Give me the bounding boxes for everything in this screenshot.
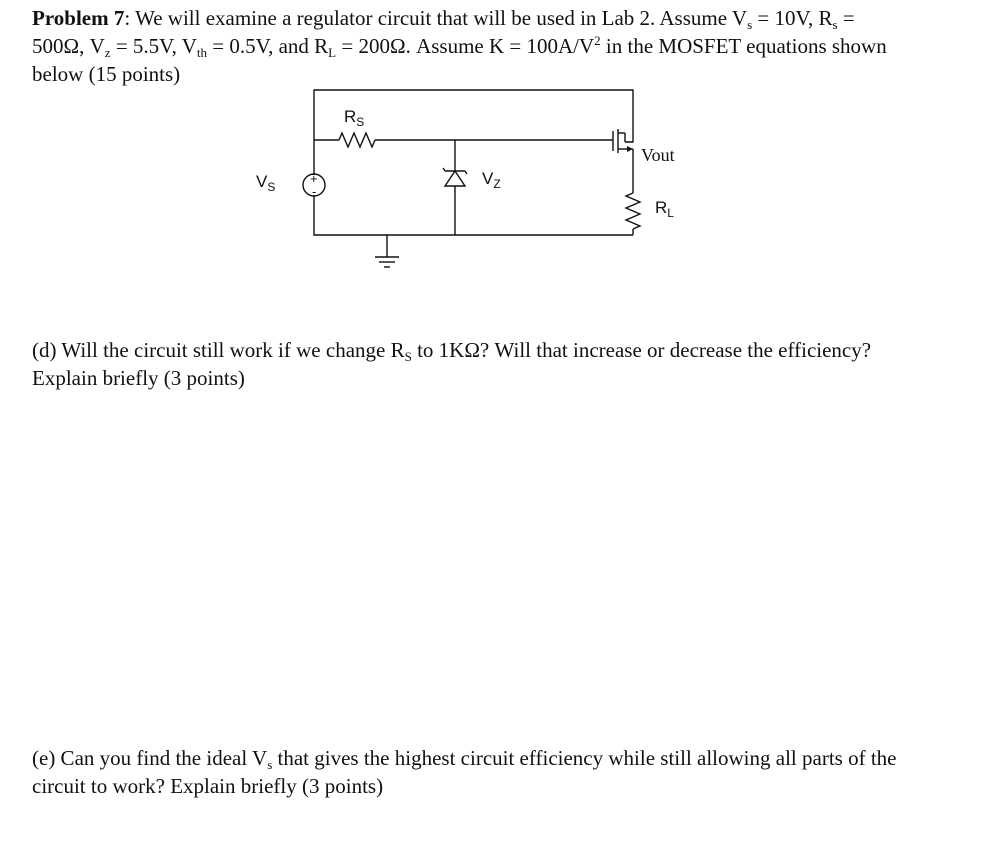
- vs-label: $V_S$: [256, 172, 276, 194]
- statement-text: in the MOSFET equations shown: [600, 34, 887, 58]
- subscript: S: [404, 349, 412, 364]
- problem-statement: [32, 4, 982, 88]
- rs-label: $R_S$: [344, 107, 365, 129]
- vz-label: $V_Z$: [482, 169, 501, 191]
- rl-label: $R_L$: [655, 198, 674, 220]
- question-d-text: Explain briefly (3 points): [32, 366, 245, 390]
- question-d-text: (d) Will the circuit still work if we change R: [32, 338, 405, 362]
- question-d: [32, 336, 982, 392]
- zener-bend-right: [465, 171, 467, 174]
- statement-text: below (15 points): [32, 62, 181, 86]
- subscript: s: [747, 17, 753, 32]
- question-e-text: (e) Can you find the ideal V: [32, 746, 268, 770]
- statement-text: We will examine a regulator circuit that will be used in Lab 2. Assume V: [130, 6, 748, 30]
- subscript: s: [832, 17, 838, 32]
- subscript: L: [328, 45, 337, 60]
- zener-bend-left: [443, 168, 445, 171]
- vs-plus-sign: +: [310, 171, 318, 186]
- rl-resistor: [626, 193, 640, 229]
- question-d-text: to 1KΩ? Will that increase or decrease the efficiency?: [411, 338, 872, 362]
- problem-colon: :: [124, 6, 131, 30]
- problem-heading: Problem 7: [32, 6, 125, 30]
- statement-text: = 0.5V, and R: [207, 34, 329, 58]
- statement-text: = 5.5V, V: [110, 34, 197, 58]
- superscript: 2: [594, 33, 601, 48]
- statement-text: = 10V, R: [752, 6, 833, 30]
- vs-minus-sign: -: [312, 184, 317, 199]
- top-wire: [314, 90, 633, 175]
- question-e-text: that gives the highest circuit efficiency while still allowing all parts of the: [272, 746, 897, 770]
- subscript: s: [267, 757, 273, 772]
- regulator-circuit-diagram: [245, 85, 705, 285]
- bottom-wire: [314, 195, 633, 235]
- rs-resistor: [339, 133, 375, 147]
- vout-label: Vout: [641, 145, 675, 165]
- statement-text: 500Ω, V: [32, 34, 105, 58]
- statement-text: =: [837, 6, 855, 30]
- subscript: z: [104, 45, 111, 60]
- mosfet-arrow: [627, 146, 633, 152]
- question-e: [32, 744, 982, 800]
- zener-diode-body: [445, 171, 465, 186]
- question-e-text: circuit to work? Explain briefly (3 points): [32, 774, 384, 798]
- statement-text: = 200Ω. Assume K = 100A/V: [336, 34, 595, 58]
- subscript: th: [196, 45, 208, 60]
